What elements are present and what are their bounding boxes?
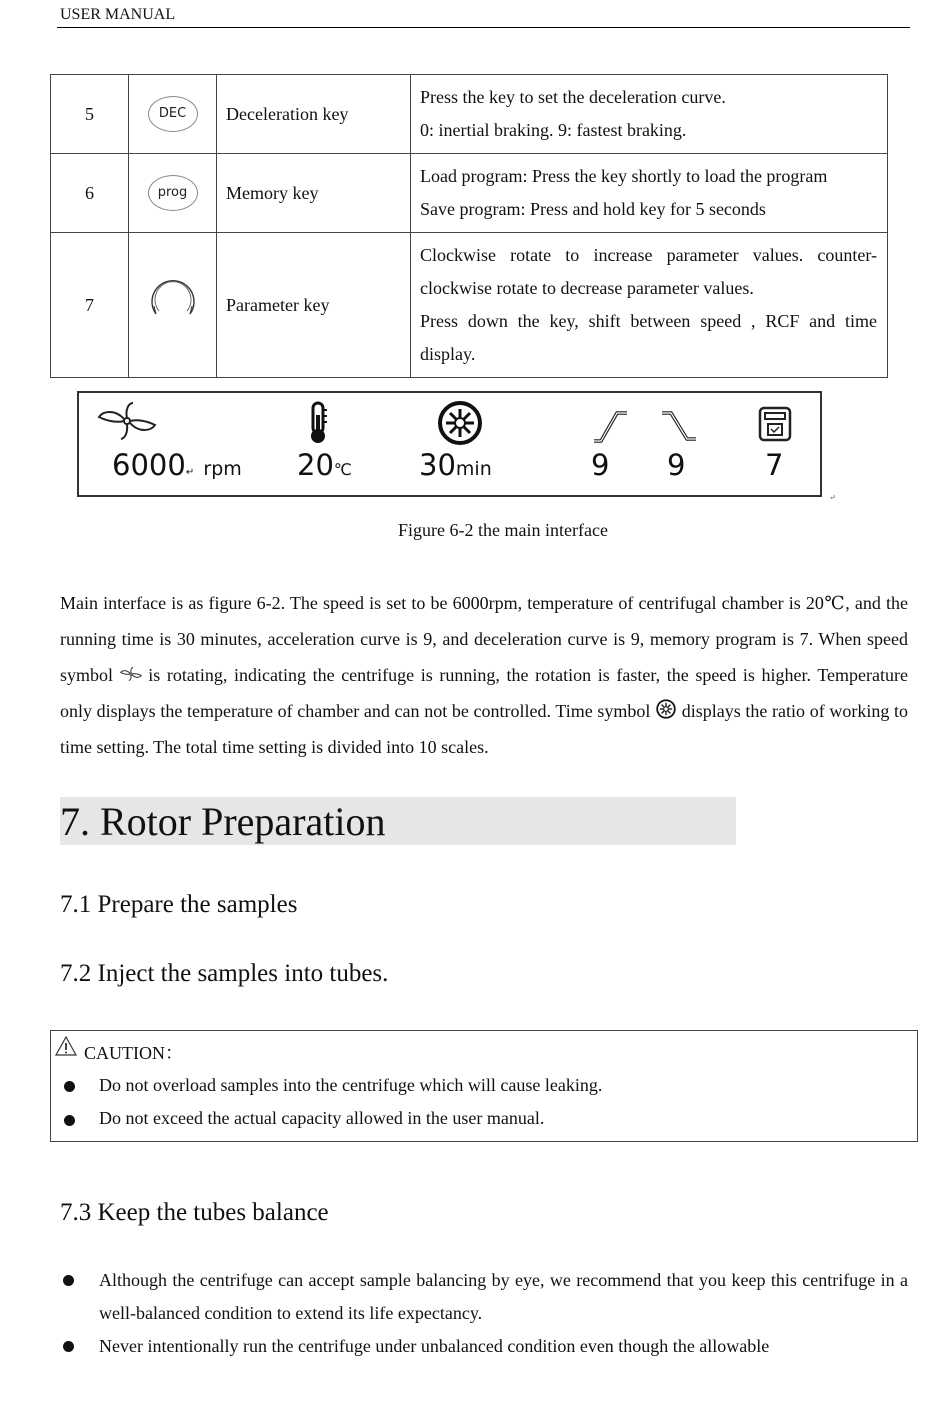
- list-item: [60, 1264, 908, 1330]
- deceleration-value: 9: [667, 448, 686, 482]
- memory-icon: [757, 405, 793, 443]
- caution-item: Do not overload samples into the centrifuge which will cause leaking.: [99, 1075, 603, 1095]
- timer-dial-icon: [655, 698, 677, 720]
- list-item: [60, 1330, 908, 1363]
- bullet-icon: [64, 1081, 75, 1092]
- caution-item: Do not exceed the actual capacity allowed in the user manual.: [99, 1108, 545, 1128]
- dec-key-label: DEC: [148, 96, 198, 132]
- desc-line: Clockwise rotate to increase parameter values. counter-clockwise rotate to decrease parameter values.: [420, 245, 877, 298]
- speed-value: 6000: [112, 448, 186, 482]
- table-row: [51, 154, 888, 233]
- acceleration-curve-icon: [591, 407, 631, 445]
- key-number: 7: [51, 233, 129, 378]
- bullet-icon: [63, 1341, 74, 1352]
- paragraph-text: displays the ratio of working to time setting. The total time setting is divided into 10 scales.: [60, 701, 909, 757]
- key-number: 5: [51, 75, 129, 154]
- header-rule: [57, 27, 910, 28]
- key-name: Memory key: [217, 154, 411, 233]
- table-row: [51, 75, 888, 154]
- paragraph-text: Main interface is as figure 6-2. The speed is set to be 6000rpm, temperature of centrifugal chamber is 20℃, and the running time is 30 minutes, acceleration curve is 9, and deceleration curve is 9, memory program is 7. When speed symbol: [60, 593, 908, 685]
- paragraph-text: is rotating, indicating the centrifuge is running, the rotation is faster, the speed is higher. Temperature only displays the temperature of chamber and can not be controlled. Time symbol: [60, 665, 909, 721]
- desc-line: Press down the key, shift between speed , RCF and time display.: [420, 311, 877, 364]
- temperature-readout: [297, 448, 352, 482]
- caution-box: [50, 1030, 918, 1142]
- desc-line: Press the key to set the deceleration curve.: [420, 87, 726, 107]
- temperature-value: 20: [297, 448, 334, 482]
- thermometer-icon: [305, 401, 331, 445]
- caution-title: CAUTION：: [84, 1043, 183, 1063]
- main-interface-display: [77, 391, 822, 497]
- paragraph-mark: ↵: [829, 493, 836, 502]
- knob-icon: [129, 233, 217, 378]
- key-name: Parameter key: [217, 233, 411, 378]
- list-item-text: Although the centrifuge can accept sample balancing by eye, we recommend that you keep this centrifuge in a well-balanced condition to extend its life expectancy.: [99, 1270, 908, 1323]
- main-interface-paragraph: [60, 585, 908, 765]
- speed-unit: rpm: [203, 458, 242, 480]
- desc-line: Save program: Press and hold key for 5 seconds: [420, 199, 766, 219]
- memory-value: 7: [765, 448, 784, 482]
- acceleration-value: 9: [591, 448, 610, 482]
- balance-bullet-list: [60, 1264, 908, 1363]
- time-readout: [419, 448, 492, 482]
- keys-table: [50, 74, 888, 378]
- bullet-icon: [63, 1275, 74, 1286]
- subsection-title: 7.3 Keep the tubes balance: [60, 1199, 329, 1226]
- dec-key-icon: [129, 75, 217, 154]
- desc-line: 0: inertial braking. 9: fastest braking.: [420, 120, 687, 140]
- deceleration-curve-icon: [659, 407, 699, 445]
- fan-icon: [97, 401, 157, 441]
- prog-key-label: prog: [148, 175, 198, 211]
- key-description: [411, 75, 888, 154]
- key-number: 6: [51, 154, 129, 233]
- time-unit: min: [455, 458, 492, 480]
- subsection-title: 7.1 Prepare the samples: [60, 891, 298, 918]
- page-header: USER MANUAL: [60, 6, 176, 23]
- time-value: 30: [419, 448, 456, 482]
- temperature-unit: ℃: [333, 460, 352, 479]
- fan-icon: [120, 664, 142, 684]
- warning-icon: [54, 1035, 78, 1057]
- figure-caption: Figure 6-2 the main interface: [398, 520, 608, 540]
- key-description: [411, 154, 888, 233]
- list-item-text: Never intentionally run the centrifuge under unbalanced condition even though the allowable: [99, 1336, 770, 1356]
- section-title: 7. Rotor Preparation: [60, 799, 386, 844]
- timer-dial-icon: [435, 401, 485, 445]
- desc-line: Load program: Press the key shortly to load the program: [420, 166, 828, 186]
- subsection-title: 7.2 Inject the samples into tubes.: [60, 960, 389, 987]
- bullet-icon: [64, 1115, 75, 1126]
- speed-readout: 6000↵ rpm: [112, 448, 242, 482]
- prog-key-icon: [129, 154, 217, 233]
- key-description: [411, 233, 888, 378]
- key-name: Deceleration key: [217, 75, 411, 154]
- table-row: [51, 233, 888, 378]
